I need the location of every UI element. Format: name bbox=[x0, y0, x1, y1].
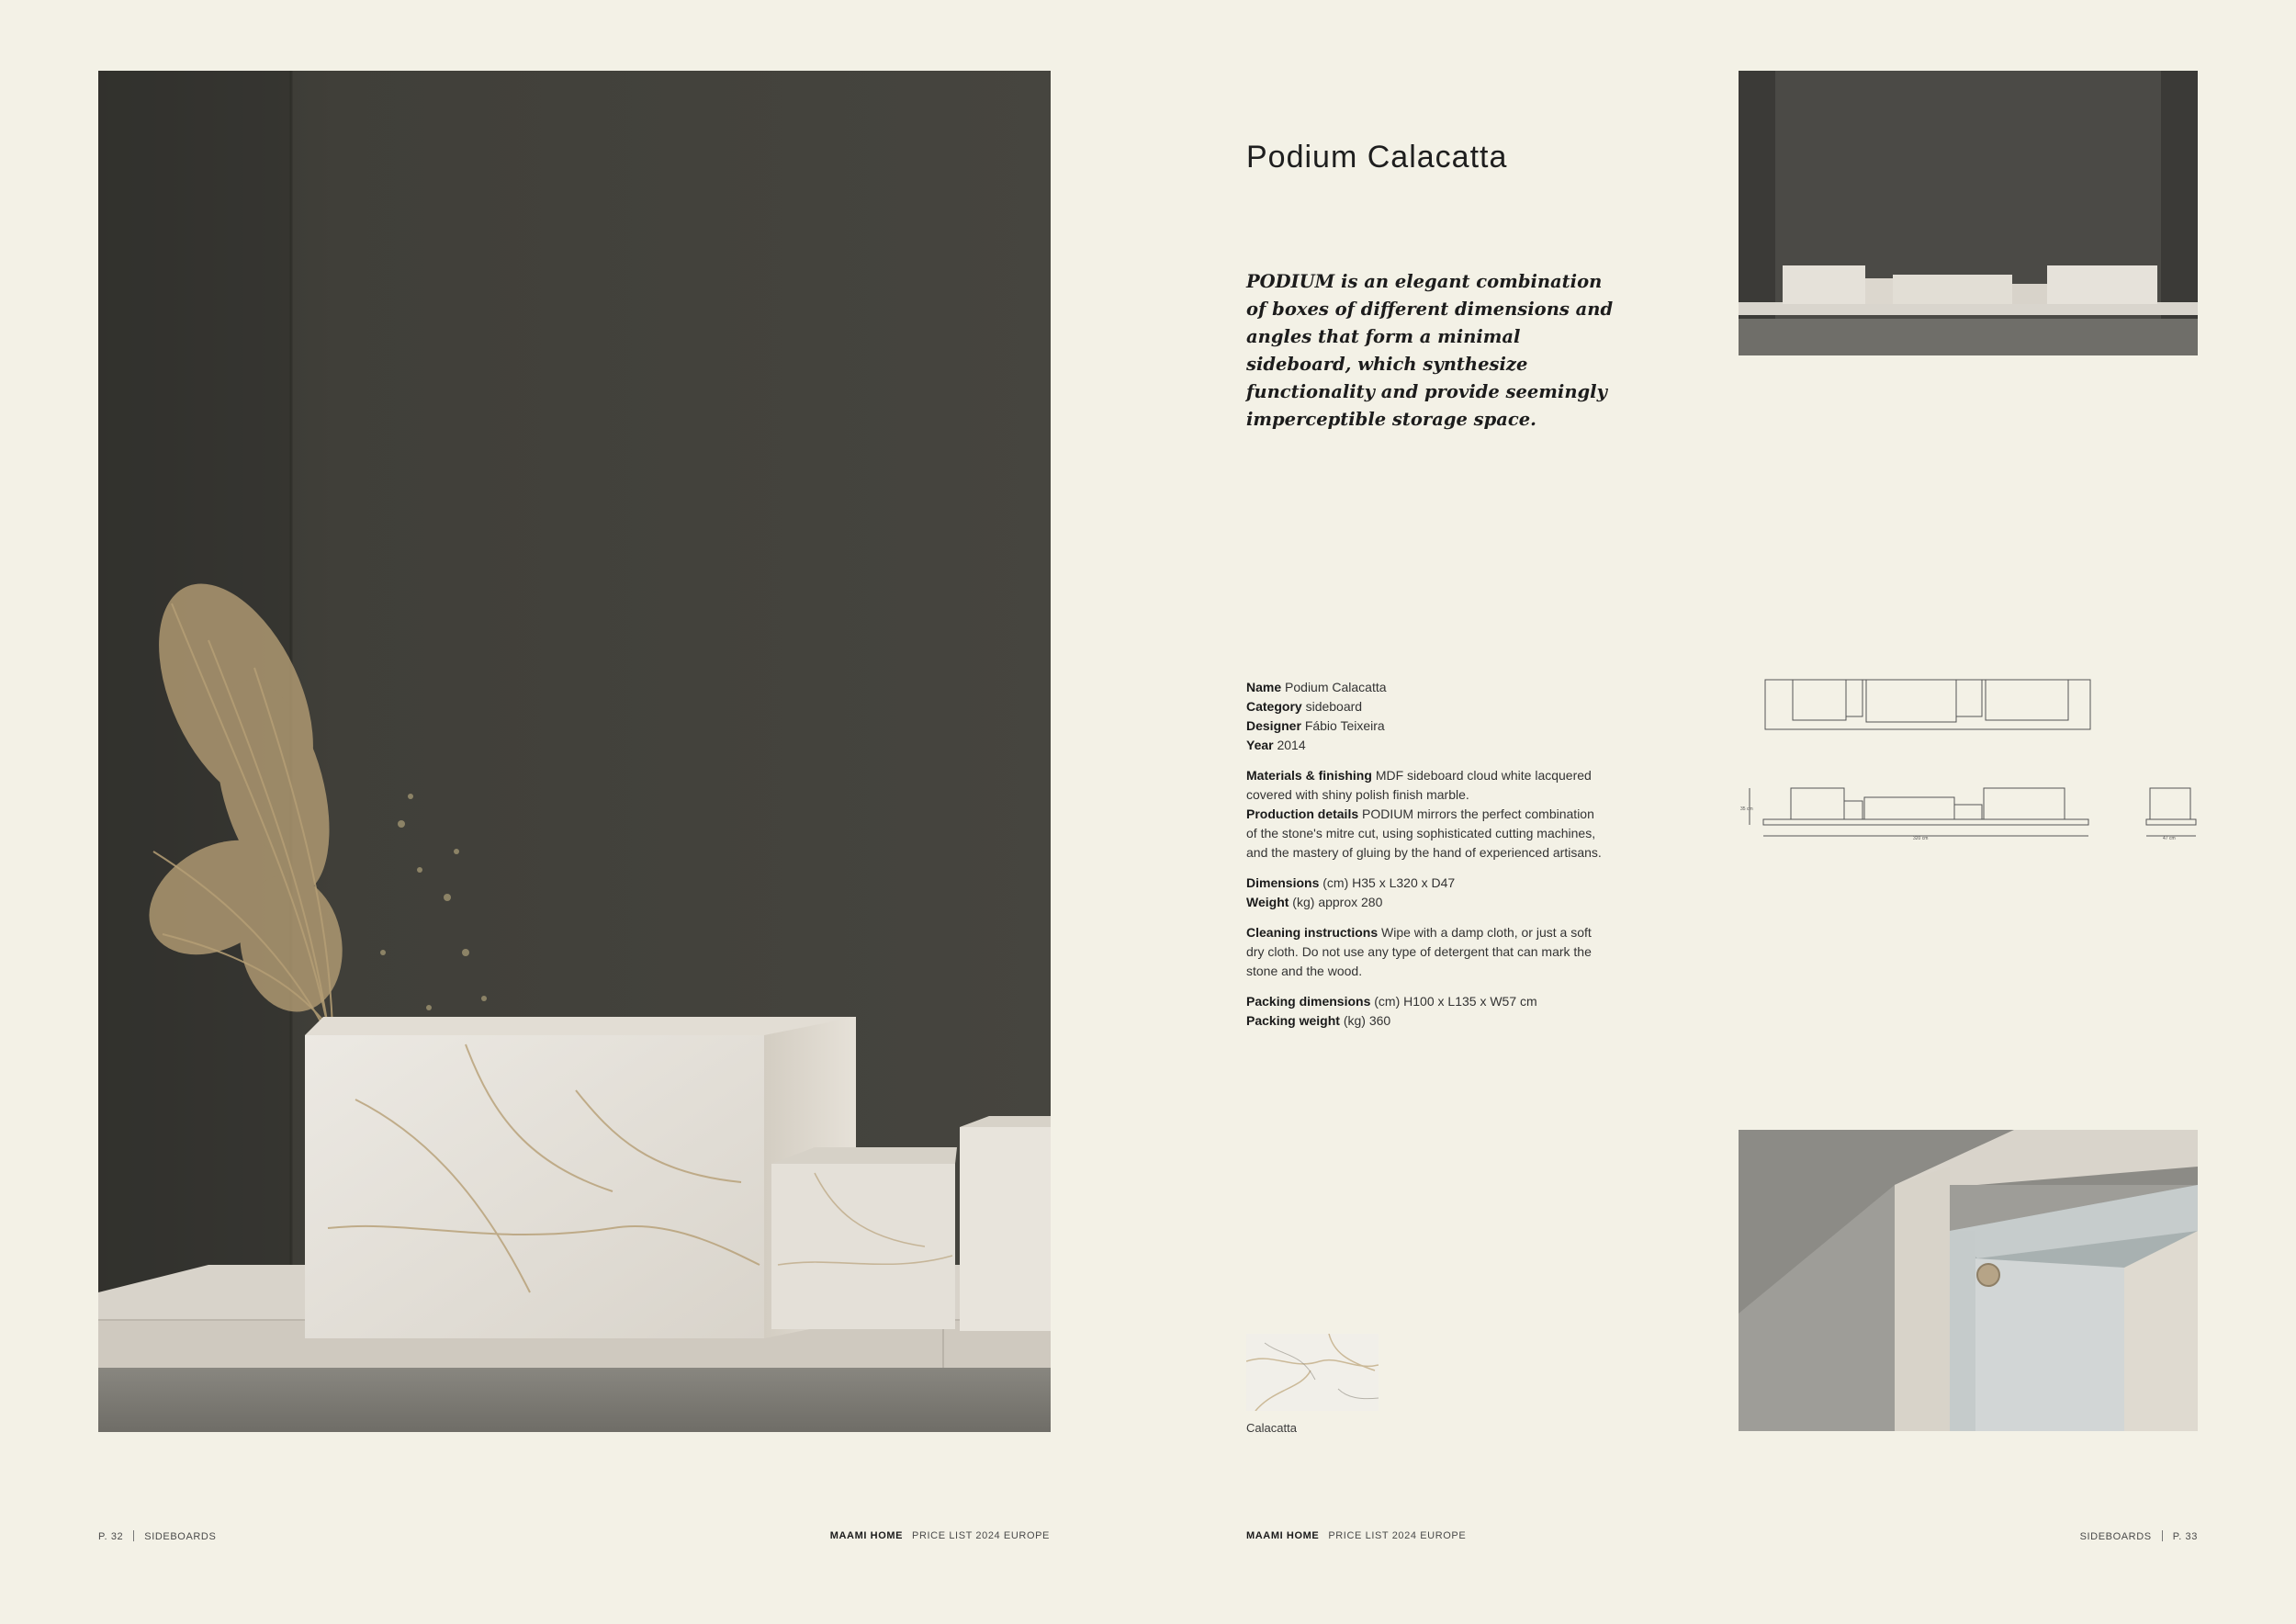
spec-weight-unit: (kg) bbox=[1292, 895, 1315, 909]
spec-packing-dimensions-value: H100 x L135 x W57 cm bbox=[1403, 994, 1537, 1009]
spec-group-packing bbox=[1246, 992, 1604, 1031]
page-number-left: P. 32 bbox=[98, 1531, 124, 1542]
spec-group-cleaning bbox=[1246, 923, 1604, 981]
section-name-right: SIDEBOARDS bbox=[2079, 1531, 2152, 1542]
spec-designer bbox=[1246, 716, 1604, 736]
spec-weight bbox=[1246, 893, 1604, 912]
spec-packing-weight bbox=[1246, 1011, 1604, 1031]
spec-dimensions bbox=[1246, 874, 1604, 893]
footer-divider-right bbox=[2162, 1530, 2163, 1541]
top-view-drawing bbox=[1763, 678, 2094, 733]
spec-packing-weight-unit: (kg) bbox=[1343, 1013, 1366, 1028]
spec-category bbox=[1246, 697, 1604, 716]
product-title: Podium Calacatta bbox=[1246, 140, 1508, 175]
footer-right-brand bbox=[1246, 1530, 1466, 1541]
spec-year bbox=[1246, 736, 1604, 755]
spec-production bbox=[1246, 805, 1604, 863]
spec-weight-value: approx 280 bbox=[1318, 895, 1383, 909]
spec-cleaning-value: Wipe with a damp cloth, or just a soft dry cloth. Do not use any type of detergent that can mark the stone and the wood. bbox=[1246, 925, 1592, 978]
spec-dimensions-unit: (cm) bbox=[1322, 875, 1349, 890]
material-swatch bbox=[1246, 1334, 1379, 1411]
spec-materials-label: Materials & finishing bbox=[1246, 768, 1372, 783]
front-view-drawing bbox=[1739, 781, 2097, 845]
spec-cleaning bbox=[1246, 923, 1604, 981]
price-list-title-right: PRICE LIST 2024 EUROPE bbox=[1328, 1530, 1467, 1541]
spec-name bbox=[1246, 678, 1604, 697]
section-name-left: SIDEBOARDS bbox=[144, 1531, 217, 1542]
spec-year-value: 2014 bbox=[1277, 738, 1306, 752]
spec-dimensions-value: H35 x L320 x D47 bbox=[1352, 875, 1456, 890]
brand-name-right: MAAMI HOME bbox=[1246, 1530, 1320, 1541]
spec-group-materials bbox=[1246, 766, 1604, 863]
spec-name-value: Podium Calacatta bbox=[1285, 680, 1387, 694]
spec-dimensions-label: Dimensions bbox=[1246, 875, 1320, 890]
spec-group-identity bbox=[1246, 678, 1604, 755]
hero-product-photo bbox=[98, 71, 1051, 1432]
technical-drawing-front-view bbox=[1739, 781, 2097, 845]
depth-dimension-label: 47 cm bbox=[2163, 836, 2176, 841]
hero-photo-illustration bbox=[98, 71, 1051, 1432]
spec-designer-label: Designer bbox=[1246, 718, 1301, 733]
spec-materials bbox=[1246, 766, 1604, 805]
spec-packing-weight-label: Packing weight bbox=[1246, 1013, 1340, 1028]
spec-designer-value: Fábio Teixeira bbox=[1304, 718, 1385, 733]
brand-name: MAAMI HOME bbox=[829, 1530, 904, 1541]
spec-category-value: sideboard bbox=[1305, 699, 1363, 714]
spec-category-label: Category bbox=[1246, 699, 1302, 714]
spec-materials-value: MDF sideboard cloud white lacquered covered with shiny polish finish marble. bbox=[1246, 768, 1592, 802]
footer-right-page bbox=[2080, 1530, 2198, 1542]
spec-packing-weight-value: 360 bbox=[1368, 1013, 1391, 1028]
drawer-detail-illustration bbox=[1739, 1130, 2198, 1431]
spec-production-value: PODIUM mirrors the perfect combination of the stone's mitre cut, using sophisticated cutting machines, and the mastery of gluing by the hand of experienced artisans. bbox=[1246, 806, 1602, 860]
technical-drawing-top-view bbox=[1763, 678, 2094, 733]
spec-name-label: Name bbox=[1246, 680, 1282, 694]
spec-packing-dimensions-unit: (cm) bbox=[1374, 994, 1401, 1009]
product-overview-photo bbox=[1739, 71, 2198, 355]
swatch-label: Calacatta bbox=[1246, 1421, 1297, 1435]
side-view-drawing bbox=[2144, 781, 2200, 845]
specifications bbox=[1246, 678, 1604, 1042]
page-number-right: P. 33 bbox=[2172, 1531, 2198, 1542]
spec-weight-label: Weight bbox=[1246, 895, 1289, 909]
product-description: PODIUM is an elegant combination of boxes of different dimensions and angles that form a minimal sideboard, which synthesize functionality and provide seemingly imperceptible storage space. bbox=[1246, 271, 1614, 430]
height-dimension-label: 35 cm bbox=[1740, 806, 1753, 812]
price-list-title: PRICE LIST 2024 EUROPE bbox=[912, 1530, 1050, 1541]
spec-packing-dimensions bbox=[1246, 992, 1604, 1011]
spec-packing-dimensions-label: Packing dimensions bbox=[1246, 994, 1371, 1009]
spec-group-dimensions bbox=[1246, 874, 1604, 912]
footer-left-brand bbox=[830, 1530, 1050, 1541]
technical-drawing-side-view bbox=[2144, 781, 2200, 845]
spec-year-label: Year bbox=[1246, 738, 1274, 752]
length-dimension-label: 320 cm bbox=[1913, 836, 1929, 841]
drawer-detail-photo bbox=[1739, 1130, 2198, 1431]
calacatta-swatch-texture bbox=[1246, 1334, 1379, 1411]
overview-photo-illustration bbox=[1739, 71, 2198, 355]
spec-production-label: Production details bbox=[1246, 806, 1359, 821]
footer-divider bbox=[133, 1530, 134, 1541]
spec-cleaning-label: Cleaning instructions bbox=[1246, 925, 1379, 940]
footer-left-page bbox=[98, 1530, 216, 1542]
